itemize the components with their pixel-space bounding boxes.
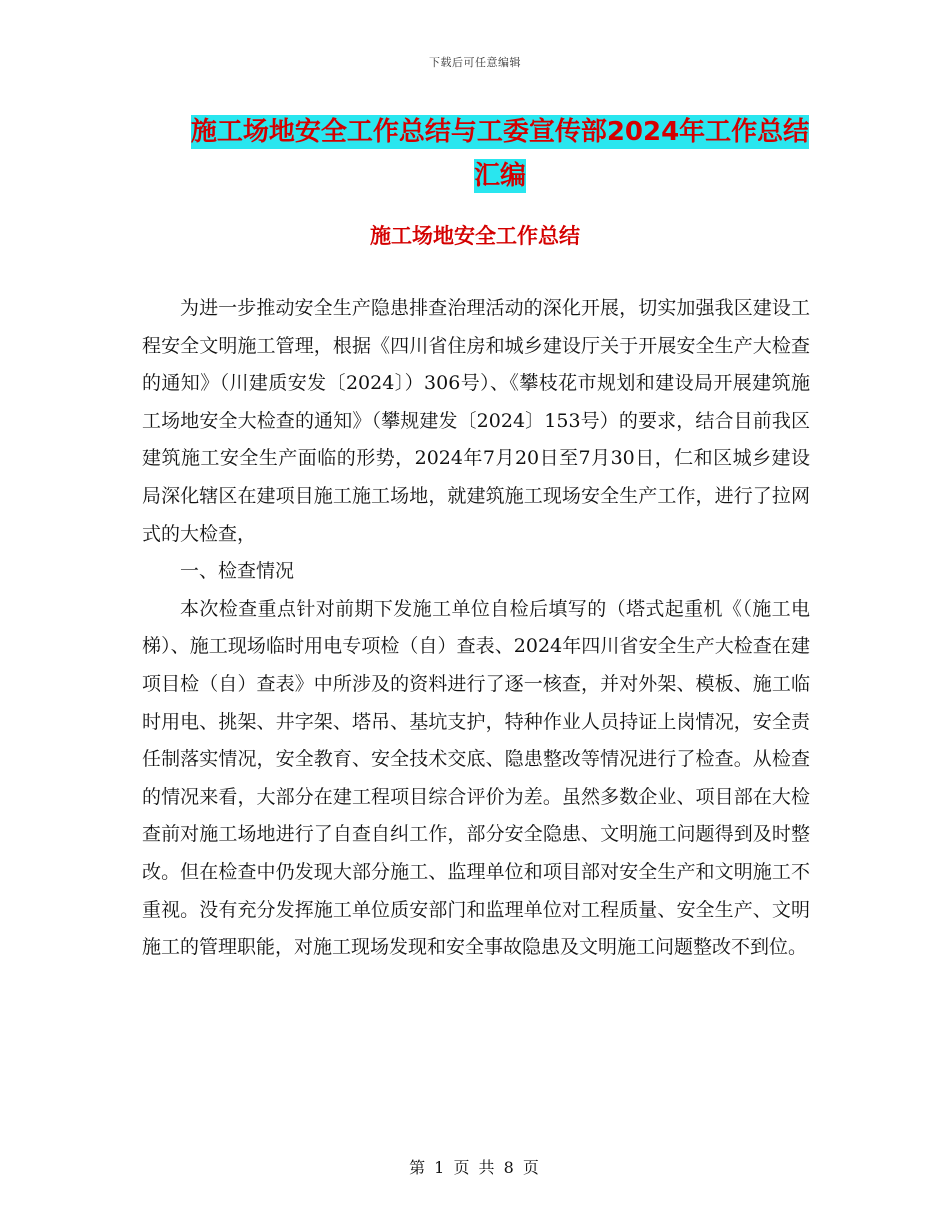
section-title: 施工场地安全工作总结 bbox=[370, 224, 580, 248]
page-footer: 第 1 页 共 8 页 bbox=[409, 1158, 541, 1177]
header-note: 下载后可任意编辑 bbox=[429, 56, 521, 69]
paragraph-inspection-details: 本次检查重点针对前期下发施工单位自检后填写的（塔式起重机《（施工电梯）、施工现场临时用电专项检（自）查表、2024年四川省安全生产大检查在建项目检（自）查表》中所涉及的资料进行了逐一核查，并对外架、模板、施工临时用电、挑架、井字架、塔吊、基坑支护，特种作业人员持证上岗情况，安全责任制落实情况，安全教育、安全技术交底、隐患整改等情况进行了检查。从检查的情况来看，大部分在建工程项目综合评价为差。虽然多数企业、项目部在大检查前对施工场地进行了自查自纠工作，部分安全隐患、文明施工问题得到及时整改。但在检查中仍发现大部分施工、监理单位和项目部对安全生产和文明施工不重视。没有充分发挥施工单位质安部门和监理单位对工程质量、安全生产、文明施工的管理职能，对施工现场发现和安全事故隐患及文明施工问题整改不到位。 bbox=[142, 597, 810, 959]
paragraph-intro: 为进一步推动安全生产隐患排查治理活动的深化开展，切实加强我区建设工程安全文明施工管理，根据《四川省住房和城乡建设厅关于开展安全生产大检查的通知》（川建质安发〔2024〕）306号）、《攀枝花市规划和建设局开展建筑施工场地安全大检查的通知》（攀规建发〔2024〕153号）的要求，结合目前我区建筑施工安全生产面临的形势，2024年7月20日至7月30日，仁和区城乡建设局深化辖区在建项目施工施工场地，就建筑施工现场安全生产工作，进行了拉网式的大检查， bbox=[142, 297, 810, 545]
document-title-line-1: 施工场地安全工作总结与工委宣传部2024年工作总结 bbox=[190, 117, 810, 147]
heading-inspection-status: 一、检查情况 bbox=[180, 560, 295, 583]
document-title bbox=[120, 110, 880, 198]
document-body bbox=[142, 290, 810, 967]
document-title-line-2: 汇编 bbox=[473, 161, 526, 191]
